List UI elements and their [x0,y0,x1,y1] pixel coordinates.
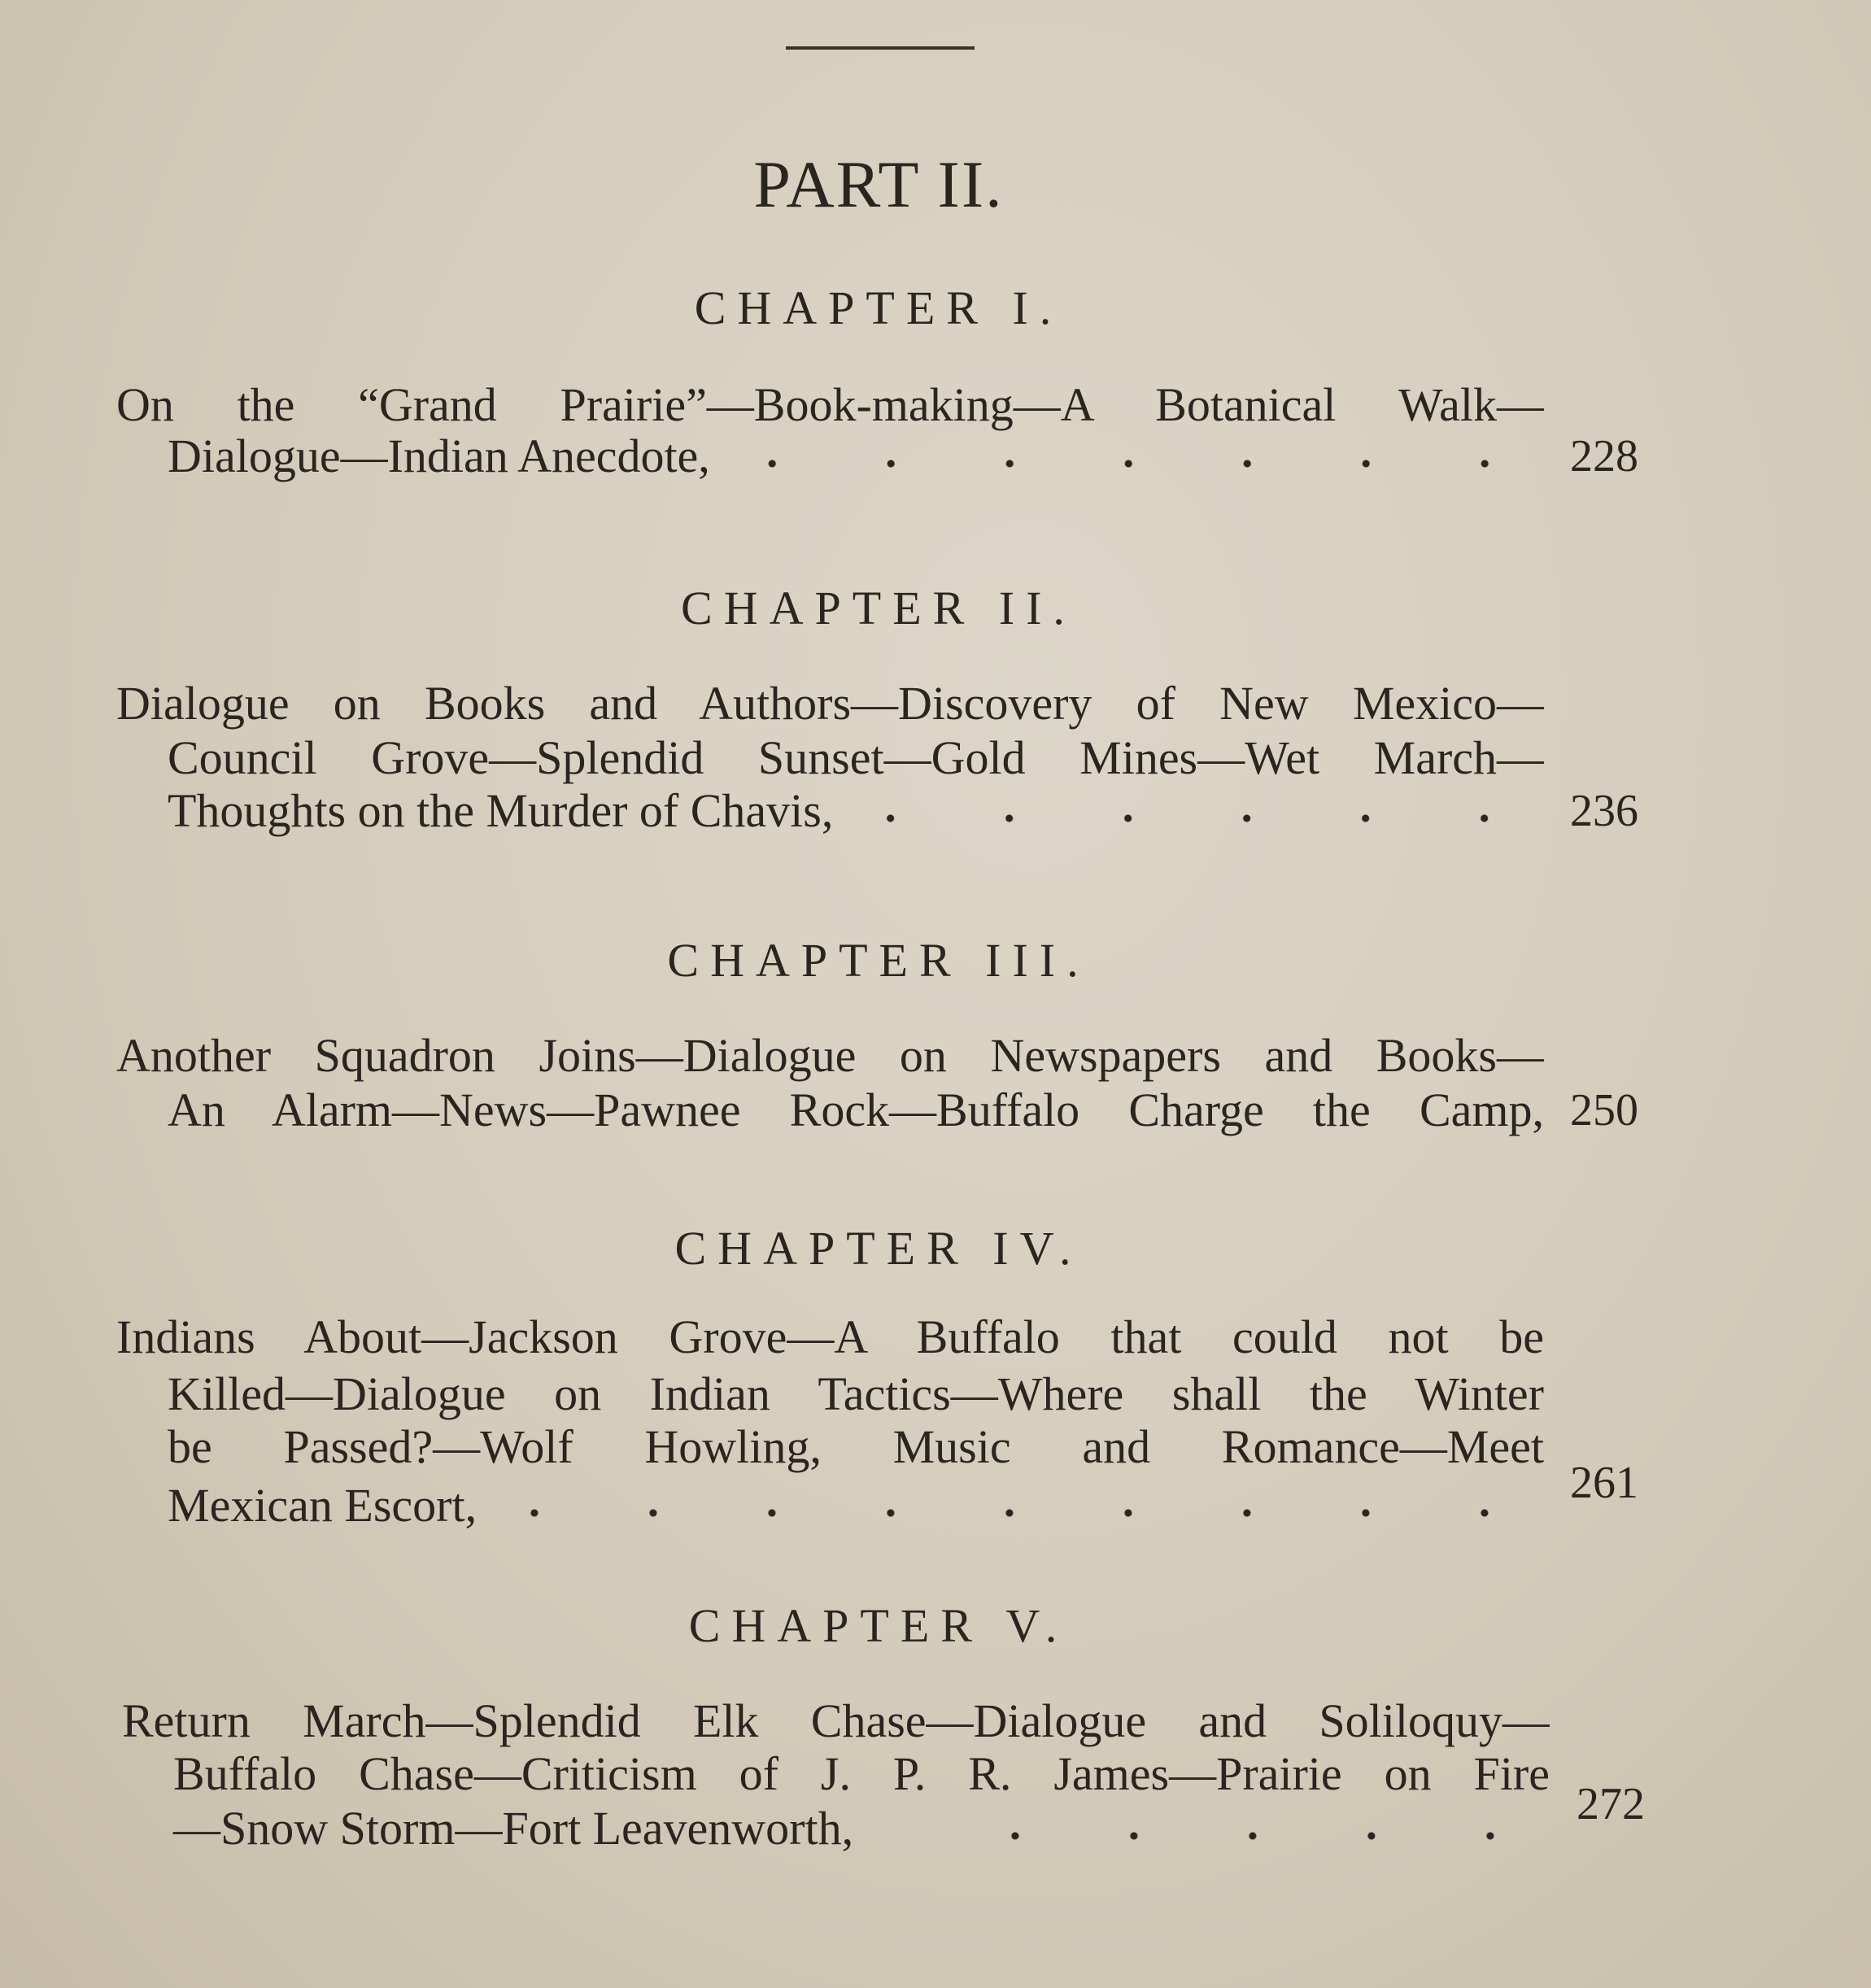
dot-leader [902,1832,1550,1840]
toc-line: Dialogue on Books and Authors—Discovery of New Mexico— [116,677,1544,730]
toc-line: Killed—Dialogue on Indian Tactics—Where shall the Winter [168,1367,1544,1420]
chapter-heading: CHAPTER II. [681,582,1076,634]
toc-line-text: Thoughts on the Murder of Chavis, [168,784,834,837]
dot-leader [759,460,1544,468]
toc-line: On the “Grand Prairie”—Book-making—A Botanical Walk— [116,378,1544,431]
chapter-heading: CHAPTER III. [667,934,1090,987]
toc-line [173,1802,1550,1855]
chapter-heading: CHAPTER IV. [674,1222,1083,1275]
dot-leader [882,814,1544,822]
toc-line: Indians About—Jackson Grove—A Buffalo that could not be [116,1310,1544,1363]
toc-line: be Passed?—Wolf Howling, Music and Romance—Meet [168,1420,1544,1473]
chapter-heading: CHAPTER V. [688,1599,1069,1652]
dot-leader [526,1509,1544,1517]
page-number: 250 [1570,1085,1638,1136]
part-title: PART II. [753,147,1004,221]
toc-line-text: Mexican Escort, [168,1479,478,1532]
toc-line: An Alarm—News—Pawnee Rock—Buffalo Charge the Camp, [168,1083,1544,1136]
toc-line-text: —Snow Storm—Fort Leavenworth, [173,1802,854,1855]
toc-line: Buffalo Chase—Criticism of J. P. R. James—Prairie on Fire [173,1747,1550,1800]
toc-line [168,429,1544,483]
page-number: 261 [1570,1458,1638,1508]
toc-line [168,784,1544,838]
page-number: 228 [1570,431,1638,482]
page-number: 236 [1570,786,1638,836]
toc-line: Return March—Splendid Elk Chase—Dialogue and Soliloquy— [122,1694,1550,1747]
toc-line: Another Squadron Joins—Dialogue on Newspapers and Books— [116,1029,1544,1082]
toc-line: Council Grove—Splendid Sunset—Gold Mines—Wet March— [168,731,1544,784]
toc-line [168,1479,1544,1532]
page-number: 272 [1577,1779,1645,1829]
chapter-heading: CHAPTER I. [694,281,1063,334]
top-rule [786,46,975,50]
toc-line-text: Dialogue—Indian Anecdote, [168,429,710,482]
